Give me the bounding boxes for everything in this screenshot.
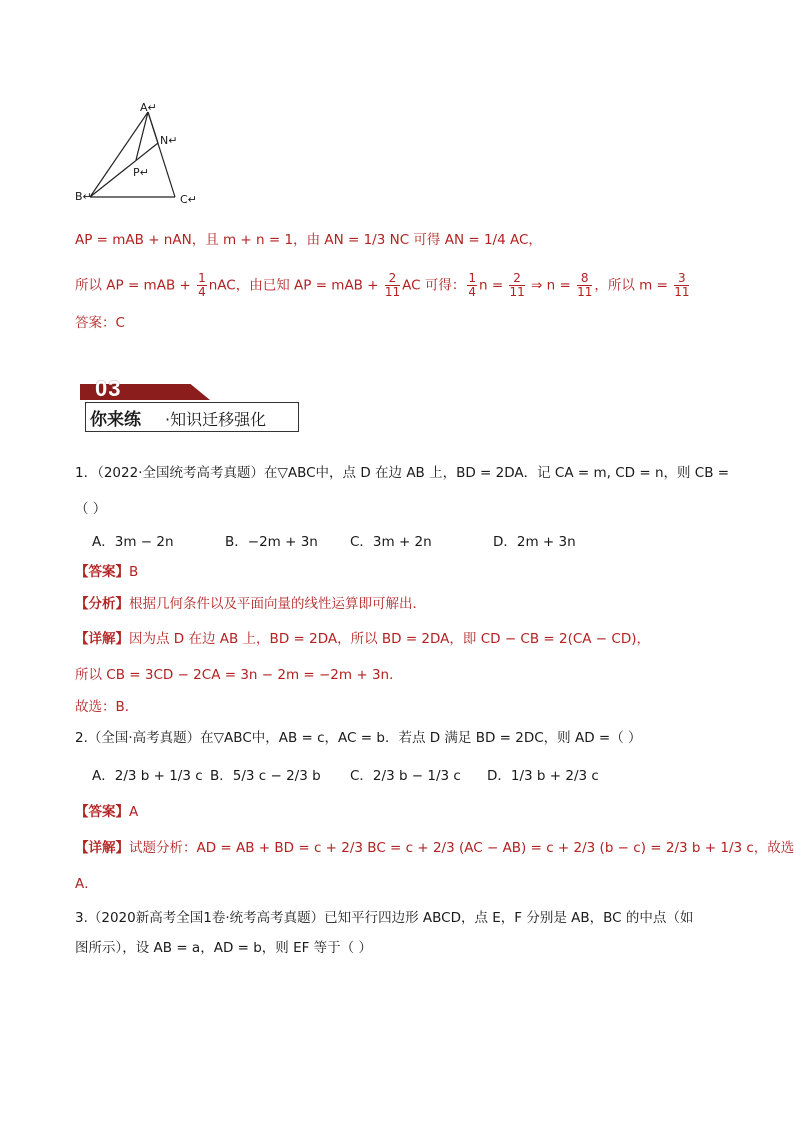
q1-detail-line-2: 所以 CB = 3CD − 2CA = 3n − 2m = −2m + 3n． — [75, 667, 403, 683]
section-title: 你来练 — [90, 410, 141, 430]
q2-option-a: A．2/3 b + 1/3 c — [92, 768, 203, 784]
q1-choose: 故选：B． — [75, 699, 139, 715]
q1-stem: 1．（2022·全国统考高考真题）在▽ABC中，点 D 在边 AB 上，BD = 2DA．记 CA = m, CD = n，则 CB = — [75, 465, 730, 481]
figure-label-n: N↵ — [160, 134, 178, 147]
figure-label-c: C↵ — [180, 193, 197, 206]
q2-option-b: B．5/3 c − 2/3 b — [210, 768, 321, 784]
solution-line-2: 所以 AP = mAB + $\frac{1}{4}$ nAC，由已知 AP = mAB + $\frac{2}{11}$ AC 可得： $\frac{1}{4}$ n = $\frac{2}{11}$ ⇒ n = $\frac{8}{11}$ ，所以 m = $\frac{3}{11}$ — [75, 271, 690, 299]
q1-option-d: D．2m + 3n — [493, 534, 576, 550]
section-number: 03 — [95, 376, 122, 401]
q3-line-2: 图所示），设 AB = a，AD = b，则 EF 等于（ ） — [75, 940, 372, 956]
q1-detail-line-1: 【详解】因为点 D 在边 AB 上，BD = 2DA，所以 BD = 2DA，即 CD − CB = 2(CA − CD)， — [75, 631, 651, 647]
q2-answer: 【答案】A — [75, 804, 139, 820]
q2-option-c: C．2/3 b − 1/3 c — [350, 768, 461, 784]
q1-option-b: B．−2m + 3n — [225, 534, 318, 550]
q1-option-a: A．3m − 2n — [92, 534, 174, 550]
q1-option-c: C．3m + 2n — [350, 534, 432, 550]
solution-line-1: AP = mAB + nAN，且 m + n = 1，由 AN = 1/3 NC 可得 AN = 1/4 AC， — [75, 232, 542, 248]
q3-line-1: 3.（2020新高考全国1卷·统考高考真题）已知平行四边形 ABCD，点 E，F 分别是 AB，BC 的中点（如 — [75, 910, 694, 926]
figure-label-b: B↵ — [75, 190, 92, 203]
figure-label-p: P↵ — [133, 166, 149, 179]
q1-analysis: 【分析】根据几何条件以及平面向量的线性运算即可解出． — [75, 596, 426, 612]
q1-paren: （ ） — [75, 501, 107, 517]
section-subtitle: ·知识迁移强化 — [165, 410, 267, 429]
q2-detail-end: A． — [75, 876, 98, 892]
figure-label-a: A↵ — [140, 101, 157, 114]
q2-option-d: D．1/3 b + 2/3 c — [487, 768, 599, 784]
q2-stem: 2.（全国·高考真题）在▽ABC中，AB = c，AC = b．若点 D 满足 BD = 2DC，则 AD =（ ） — [75, 730, 642, 746]
answer-top: 答案：C — [75, 315, 125, 331]
q2-detail: 【详解】试题分析：AD = AB + BD = c + 2/3 BC = c + 2/3 (AC − AB) = c + 2/3 (b − c) = 2/3 b + 1/3 c，故选 — [75, 840, 794, 856]
q1-answer: 【答案】B — [75, 564, 139, 580]
